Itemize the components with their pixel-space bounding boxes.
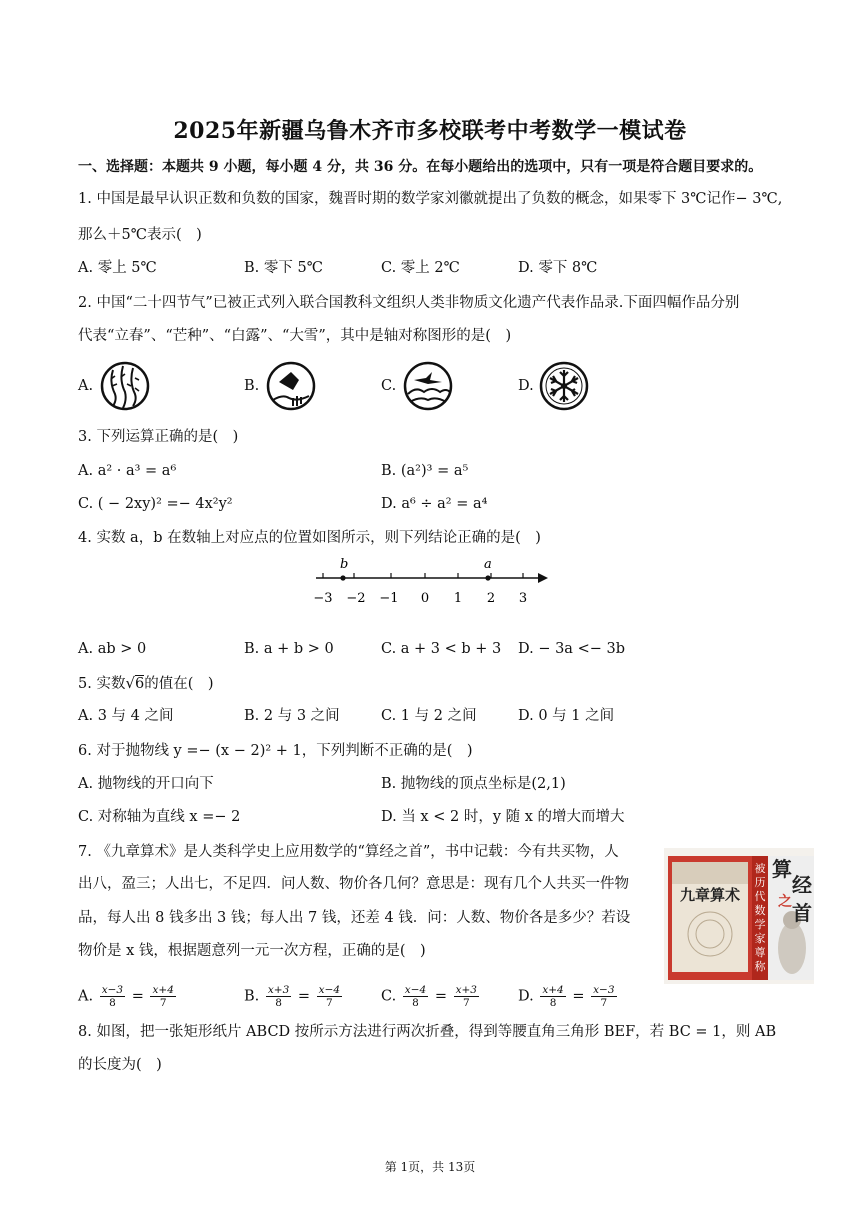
question-2-text: 2. 中国“二十四节气”已被正式列入联合国教科文组织人类非物质文化遗产代表作品录.下面四幅作品分别 (78, 295, 740, 311)
page-title: 2025年新疆乌鲁木齐市多校联考中考数学一模试卷 (173, 118, 687, 144)
q4-option-d: D. − 3a <− 3b (518, 641, 625, 657)
sqrt-radicand: 6 (135, 676, 145, 692)
q5-text-post: 的值在( ) (144, 676, 214, 692)
svg-text:学: 学 (754, 918, 766, 931)
tick-label: −2 (346, 591, 366, 606)
page-footer: 第 1页，共 13页 (384, 1160, 476, 1174)
q1-option-d: D. 零下 8℃ (518, 260, 598, 276)
question-7-text-cont: 出八，盈三；人出七，不足四．问人数、物价各几何？意思是：现有几个人共买一件物 (78, 876, 629, 892)
q3-option-c: C. ( − 2xy)² =− 4x²y² (78, 496, 233, 512)
q5-option-d: D. 0 与 1 之间 (518, 708, 615, 724)
point-a-marker (485, 575, 490, 580)
question-3-text: 3. 下列运算正确的是( ) (78, 429, 239, 445)
book-big-char: 首 (792, 901, 812, 925)
question-7-text: 7. 《九章算术》是人类科学史上应用数学的“算经之首”，书中记载：今有共买物，人 (78, 844, 619, 860)
tick-label: −1 (379, 591, 399, 606)
point-a-label: a (484, 557, 492, 572)
q4-option-a: A. ab > 0 (78, 641, 147, 657)
book-big-char: 经 (792, 873, 812, 897)
q5-option-b: B. 2 与 3 之间 (244, 708, 340, 724)
snowflake-symbol-icon (538, 360, 590, 412)
q6-option-a: A. 抛物线的开口向下 (78, 776, 214, 792)
q5-text-pre: 5. 实数 (78, 676, 126, 692)
tick-label: −3 (313, 591, 333, 606)
book-big-char: 算 (772, 857, 792, 881)
q6-option-d: D. 当 x < 2 时，y 随 x 的增大而增大 (381, 809, 625, 825)
q4-option-c: C. a + 3 < b + 3 (381, 641, 502, 657)
question-8-text-cont: 的长度为( ) (78, 1057, 162, 1073)
q2-option-c: C. (381, 378, 397, 394)
svg-text:称: 称 (754, 960, 766, 973)
q3-option-b: B. (a²)³ = a⁵ (381, 463, 469, 479)
harvest-symbol-icon (265, 360, 317, 412)
q5-option-c: C. 1 与 2 之间 (381, 708, 477, 724)
q3-option-d: D. a⁶ ÷ a² = a⁴ (381, 496, 488, 512)
q4-option-b: B. a + b > 0 (244, 641, 334, 657)
q7-option-b: B. $\frac{x+3}{8}$ = $\frac{x-4}{7}$ (244, 984, 341, 1009)
tick-label: 2 (486, 591, 496, 606)
q1-option-b: B. 零下 5℃ (244, 260, 323, 276)
q2-option-b: B. (244, 378, 260, 394)
point-b-label: b (340, 557, 349, 572)
q2-option-a: A. (78, 378, 94, 394)
svg-text:历: 历 (754, 876, 766, 889)
white-dew-symbol-icon (402, 360, 454, 412)
tick-label: 1 (453, 591, 463, 606)
q5-option-a: A. 3 与 4 之间 (78, 708, 174, 724)
tick-label: 0 (420, 591, 430, 606)
book-big-char: 之 (778, 894, 792, 910)
question-1-text: 1. 中国是最早认识正数和负数的国家，魏晋时期的数学家刘徽就提出了负数的概念，如果零下 3℃记作− 3℃, (78, 191, 783, 207)
willow-symbol-icon (99, 360, 151, 412)
book-cover-image (664, 848, 814, 984)
question-8-text: 8. 如图，把一张矩形纸片 ABCD 按所示方法进行两次折叠，得到等腰直角三角形 BEF，若 BC = 1，则 AB (78, 1024, 777, 1040)
book-title-text: 九章算术 (679, 886, 741, 904)
q3-option-a: A. a² · a³ = a⁶ (78, 463, 177, 479)
q6-option-c: C. 对称轴为直线 x =− 2 (78, 809, 241, 825)
svg-text:家: 家 (754, 932, 766, 945)
section-heading: 一、选择题：本题共 9 小题，每小题 4 分，共 36 分。在每小题给出的选项中，只有一项是符合题目要求的。 (78, 159, 763, 175)
q7-option-a: A. $\frac{x-3}{8}$ = $\frac{x+4}{7}$ (78, 984, 174, 1009)
svg-text:尊: 尊 (754, 946, 766, 959)
q6-option-b: B. 抛物线的顶点坐标是(2,1) (381, 776, 566, 792)
q7-option-c: C. $\frac{x-4}{8}$ = $\frac{x+3}{7}$ (381, 984, 477, 1009)
q1-option-a: A. 零上 5℃ (78, 260, 157, 276)
svg-text:代: 代 (754, 890, 766, 903)
question-2-text-cont: 代表“立春”、“芒种”、“白露”、“大雪”，其中是轴对称图形的是( ) (78, 328, 512, 344)
question-6-text: 6. 对于抛物线 y =− (x − 2)² + 1，下列判断不正确的是( ) (78, 743, 473, 759)
question-1-text-cont: 那么＋5℃表示( ) (78, 227, 202, 243)
question-4-text: 4. 实数 a，b 在数轴上对应点的位置如图所示，则下列结论正确的是( ) (78, 530, 541, 546)
svg-text:被: 被 (754, 862, 766, 875)
question-7-text-cont: 物价是 x 钱，根据题意列一元一次方程，正确的是( ) (78, 943, 426, 959)
question-5-text (78, 673, 214, 694)
q1-option-c: C. 零上 2℃ (381, 260, 460, 276)
q2-option-d: D. (518, 378, 534, 394)
tick-label: 3 (518, 591, 528, 606)
svg-text:数: 数 (754, 904, 766, 917)
sqrt-symbol: √ (125, 674, 136, 692)
question-7-text-cont: 品，每人出 8 钱多出 3 钱；每人出 7 钱，还差 4 钱．问：人数、物价各是多少？若设 (78, 910, 631, 926)
point-b-marker (340, 575, 345, 580)
q7-option-d: D. $\frac{x+4}{8}$ = $\frac{x-3}{7}$ (518, 984, 615, 1009)
number-line-figure (312, 556, 552, 608)
